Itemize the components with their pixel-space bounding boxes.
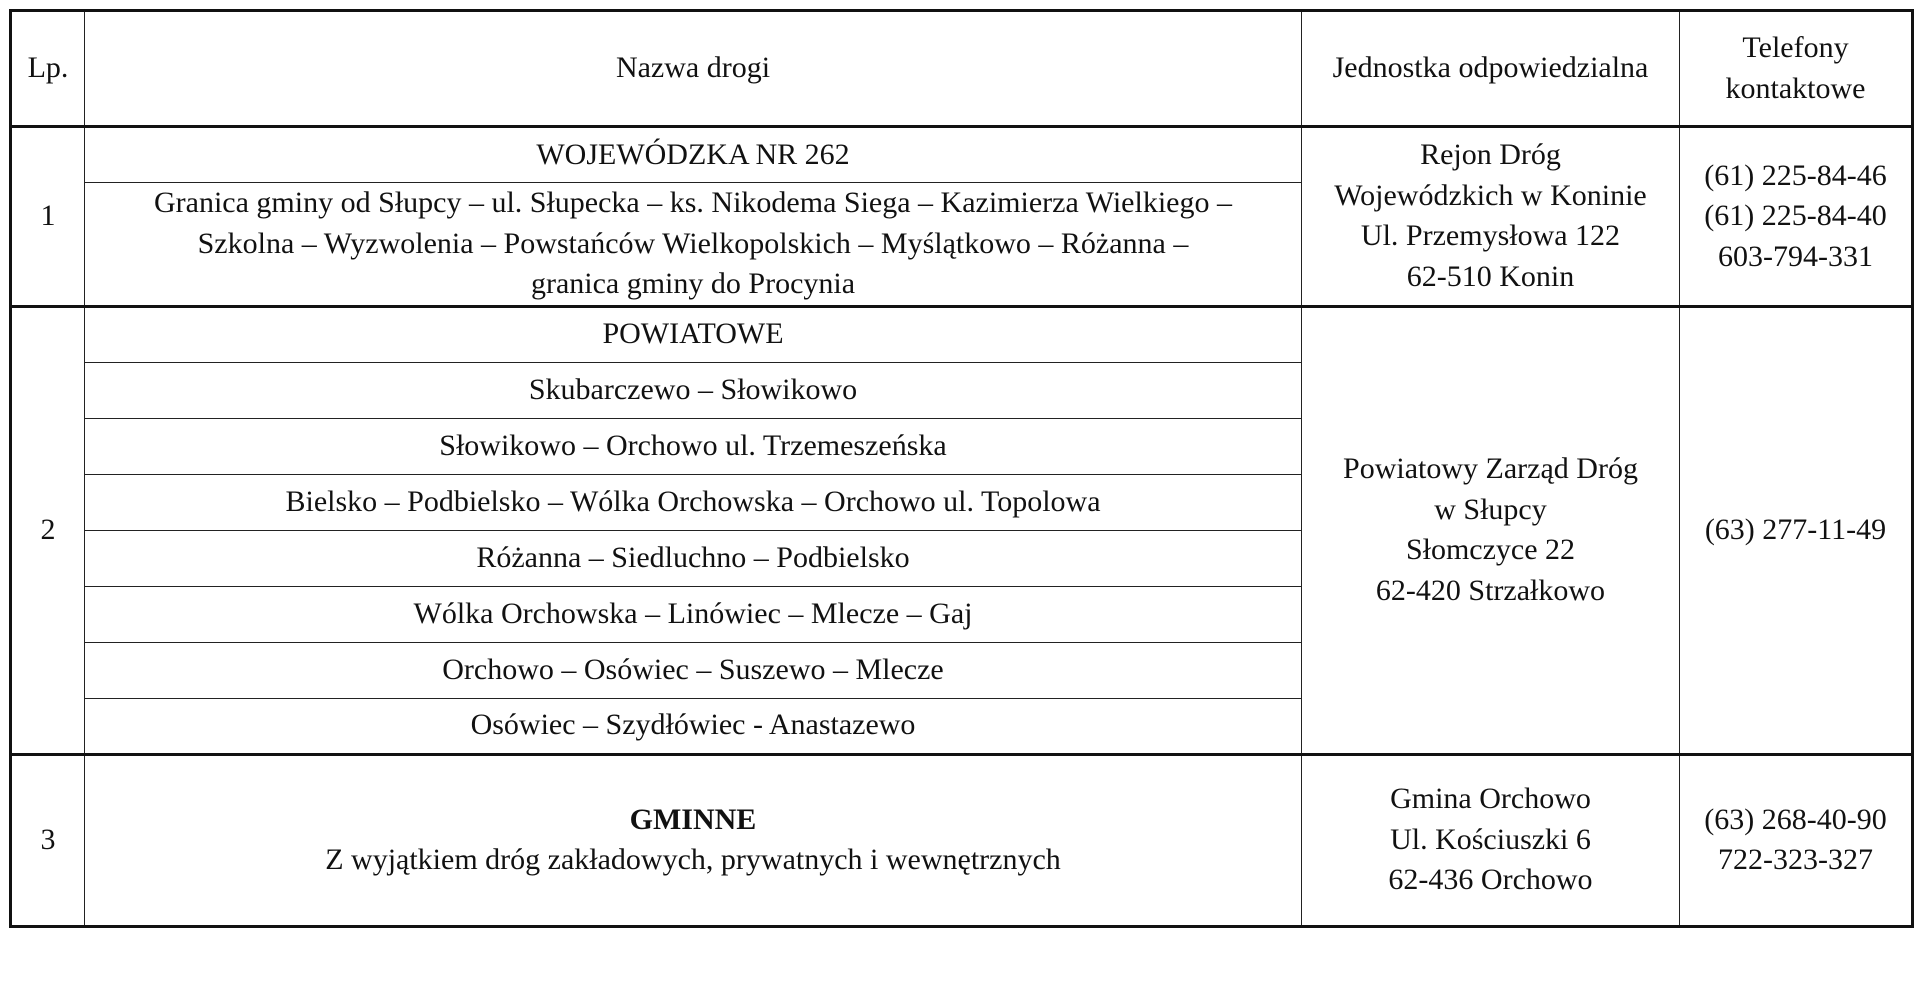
road-route-cell: Wólka Orchowska – Linówiec – Mlecze – Gaj <box>85 586 1302 642</box>
road-route-cell: Różanna – Siedluchno – Podbielsko <box>85 530 1302 586</box>
roads-table <box>9 9 1914 928</box>
responsible-unit-cell <box>1302 306 1680 754</box>
phones-cell <box>1680 127 1913 307</box>
route-line: Granica gminy od Słupcy – ul. Słupecka – ks. Nikodema Siega – Kazimierza Wielkiego – <box>154 186 1232 219</box>
table-row <box>11 754 1913 926</box>
unit-line: Słomczyce 22 <box>1405 533 1576 566</box>
phones-cell <box>1680 306 1913 754</box>
table-header-row <box>11 11 1913 127</box>
unit-line: Ul. Kościuszki 6 <box>1390 822 1591 856</box>
route-line: Z wyjątkiem dróg zakładowych, prywatnych i wewnętrznych <box>325 843 1061 876</box>
header-contact-phones <box>1680 11 1913 127</box>
unit-line: 62-420 Strzałkowo <box>1375 573 1606 607</box>
table-row <box>11 306 1913 362</box>
road-route-cell: Orchowo – Osówiec – Suszewo – Mlecze <box>85 642 1302 698</box>
road-route-cell: Bielsko – Podbielsko – Wólka Orchowska – Orchowo ul. Topolowa <box>85 474 1302 530</box>
road-route-cell <box>85 183 1302 307</box>
header-road-name: Nazwa drogi <box>85 11 1302 127</box>
road-route-cell: Słowikowo – Orchowo ul. Trzemeszeńska <box>85 418 1302 474</box>
phone-number: (61) 225-84-40 <box>1704 199 1887 232</box>
unit-line: Wojewódzkich w Koninie <box>1334 178 1647 212</box>
header-lp: Lp. <box>11 11 85 127</box>
unit-line: Powiatowy Zarząd Dróg <box>1343 452 1638 485</box>
lp-cell: 2 <box>11 306 85 754</box>
phone-number: (63) 277-11-49 <box>1704 512 1887 546</box>
phone-number: 722-323-327 <box>1718 843 1873 876</box>
responsible-unit-cell <box>1302 754 1680 926</box>
phone-number: (63) 268-40-90 <box>1704 802 1887 836</box>
unit-line: w Słupcy <box>1434 492 1547 526</box>
phone-number: (61) 225-84-46 <box>1704 158 1887 192</box>
road-category-heading: GMINNE <box>629 802 757 836</box>
group-county <box>11 306 1913 754</box>
lp-cell: 3 <box>11 754 85 926</box>
unit-line: 62-510 Konin <box>1406 259 1575 293</box>
unit-line: Gmina Orchowo <box>1390 782 1591 816</box>
route-line: granica gminy do Procynia <box>530 267 856 300</box>
unit-line: Rejon Dróg <box>1420 138 1561 172</box>
phone-number: 603-794-331 <box>1718 239 1873 273</box>
header-phones-line-1: Telefony <box>1742 31 1849 64</box>
road-category-heading: WOJEWÓDZKA NR 262 <box>85 127 1302 183</box>
road-category-heading: POWIATOWE <box>85 306 1302 362</box>
group-voivodeship <box>11 127 1913 307</box>
phones-cell <box>1680 754 1913 926</box>
road-route-cell: Osówiec – Szydłówiec - Anastazewo <box>85 698 1302 754</box>
road-route-cell: Skubarczewo – Słowikowo <box>85 362 1302 418</box>
table-row <box>11 127 1913 183</box>
header-responsible-unit: Jednostka odpowiedzialna <box>1302 11 1680 127</box>
unit-line: Ul. Przemysłowa 122 <box>1360 219 1621 253</box>
responsible-unit-cell <box>1302 127 1680 307</box>
unit-line: 62-436 Orchowo <box>1388 863 1593 897</box>
lp-cell: 1 <box>11 127 85 307</box>
header-phones-line-2: kontaktowe <box>1725 71 1866 105</box>
group-municipal <box>11 754 1913 926</box>
road-route-cell <box>85 754 1302 926</box>
route-line: Szkolna – Wyzwolenia – Powstańców Wielkopolskich – Myślątkowo – Różanna – <box>197 226 1189 260</box>
